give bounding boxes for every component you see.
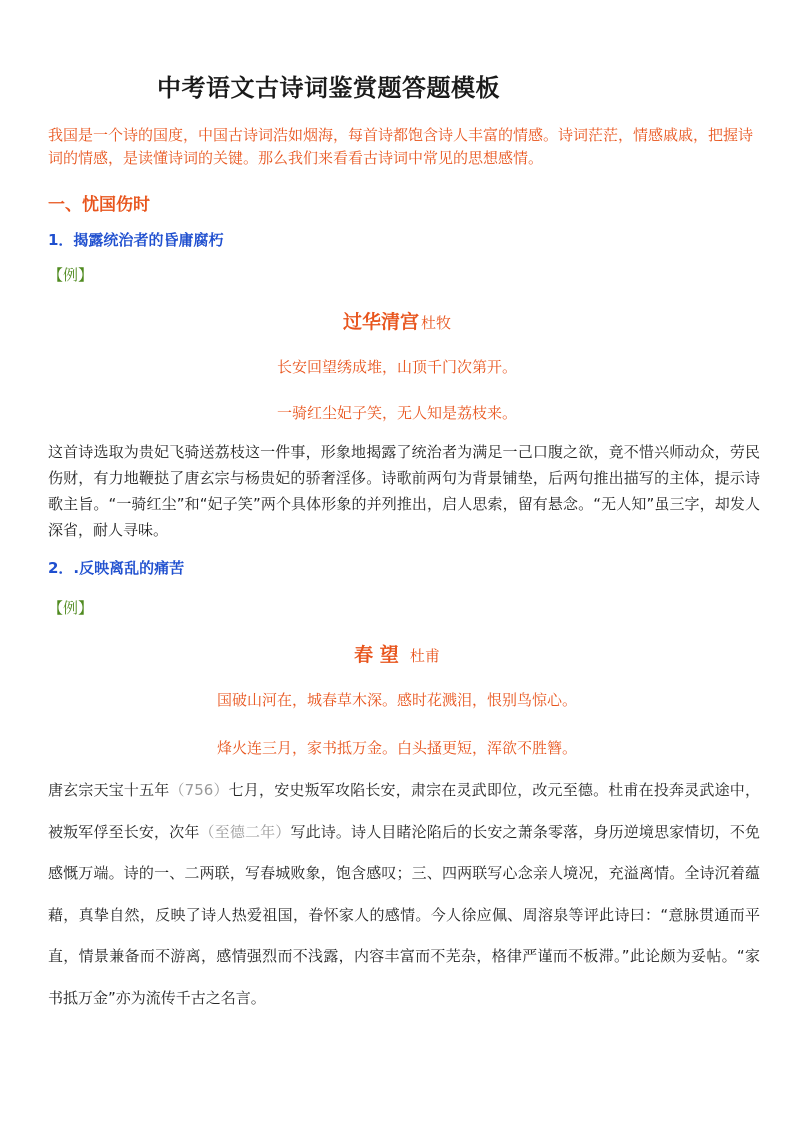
analysis-text: 七月，安史叛军攻陷长安，肃宗在灵武即位，改元至德。杜甫在投奔灵武途中，被叛军俘至长安，次年 — [48, 781, 760, 841]
poem-name: 过华清宫 — [342, 311, 419, 333]
analysis-text: 唐玄宗天宝十五年 — [48, 781, 170, 799]
poem-title-1 — [0, 307, 794, 334]
intro-paragraph: 我国是一个诗的国度，中国古诗词浩如烟海，每首诗都饱含诗人丰富的情感。诗词茫茫，情感戚戚，把握诗词的情感，是读懂诗词的关键。那么我们来看看古诗词中常见的思想感情。 — [48, 126, 754, 167]
poem-line: 烽火连三月，家书抵万金。白头搔更短，浑欲不胜簪。 — [216, 739, 577, 757]
poem-line: 长安回望绣成堆，山顶千门次第开。 — [276, 358, 517, 376]
example-label-1: 【例】 — [48, 266, 94, 284]
analysis-text: 写此诗。诗人目睹沦陷后的长安之萧条零落，身历逆境思家情切，不免感慨万端。诗的一、二两联，写春城败象，饱含感叹；三、四两联写心念亲人境况，充溢离情。全诗沉着蕴藉，真挚自然，反映了诗人热爱祖国，眷怀家人的感情。今人徐应佩、周溶泉等评此诗曰：“意脉贯通而平直，情景兼备而不游离，感情强烈而不浅露，内容丰富而不芜杂，格律严谨而不板滞。”此论颇为妥帖。“家书抵万金”亦为流传千古之名言。 — [48, 822, 760, 1007]
poem-author: 杜甫 — [409, 647, 440, 665]
analysis-paragraph-2 — [48, 770, 760, 1019]
poem-line: 一骑红尘妃子笑，无人知是荔枝来。 — [276, 404, 517, 422]
poem-name: 春 望 — [354, 644, 399, 666]
section-heading-1: 一、忧国伤时 — [48, 195, 150, 215]
subsection-heading-1: 1．揭露统治者的昏庸腐朽 — [48, 231, 224, 249]
year-note: （756） — [169, 781, 229, 799]
poem-title-2 — [0, 640, 794, 667]
poem-author: 杜牧 — [421, 314, 452, 332]
example-label-2: 【例】 — [48, 599, 94, 617]
year-note: （至德二年） — [199, 822, 291, 841]
analysis-paragraph-1: 这首诗选取为贵妃飞骑送荔枝这一件事，形象地揭露了统治者为满足一己口腹之欲，竟不惜兴师动众，劳民伤财，有力地鞭挞了唐玄宗与杨贵妃的骄奢淫侈。诗歌前两句为背景铺垫，后两句推出描写的主体，提示诗歌主旨。“一骑红尘”和“妃子笑”两个具体形象的并列推出，启人思索，留有悬念。“无人知”虽三字，却发人深省，耐人寻味。 — [48, 443, 760, 539]
poem-line: 国破山河在，城春草木深。感时花溅泪，恨别鸟惊心。 — [216, 691, 577, 709]
subsection-heading-2: 2．.反映离乱的痛苦 — [48, 559, 185, 577]
page-title: 中考语文古诗词鉴赏题答题模板 — [157, 74, 500, 102]
